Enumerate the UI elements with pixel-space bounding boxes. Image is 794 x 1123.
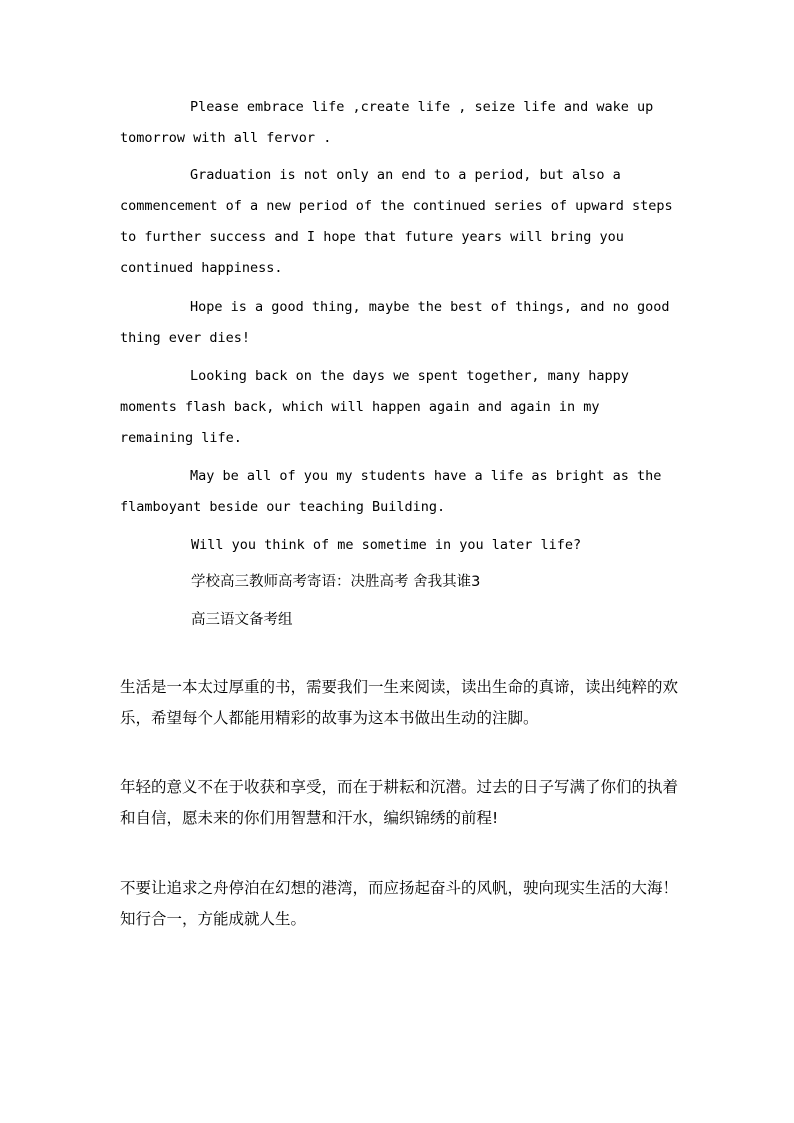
section-author: 高三语文备考组 [191, 612, 293, 628]
paragraph-en-1: Please embrace life ,create life , seize life and wake up tomorrow with all fervor . [120, 99, 654, 146]
paragraph-zh-3: 不要让追求之舟停泊在幻想的港湾，而应扬起奋斗的风帆，驶向现实生活的大海！知行合一，方能成就人生。 [120, 879, 679, 928]
paragraph-zh-1: 生活是一本太过厚重的书，需要我们一生来阅读，读出生命的真谛，读出纯粹的欢乐，希望每个人都能用精彩的故事为这本书做出生动的注脚。 [120, 678, 679, 727]
paragraph-zh-2: 年轻的意义不在于收获和享受，而在于耕耘和沉潜。过去的日子写满了你们的执着和自信，愿未来的你们用智慧和汗水，编织锦绣的前程! [120, 778, 679, 827]
section-title: 学校高三教师高考寄语：决胜高考 舍我其谁3 [191, 574, 481, 590]
paragraph-en-6: Will you think of me sometime in you later life? [191, 537, 582, 553]
paragraph-en-5: May be all of you my students have a life as bright as the flamboyant beside our teaching Building. [120, 468, 662, 515]
paragraph-en-4: Looking back on the days we spent together, many happy moments flash back, which will happen again and again in my remaining life. [120, 368, 629, 446]
paragraph-en-2: Graduation is not only an end to a period, but also a commencement of a new period of the continued series of upward steps to further success and I hope that future years will bring you continued happiness. [120, 167, 673, 276]
paragraph-en-3: Hope is a good thing, maybe the best of things, and no good thing ever dies! [120, 299, 670, 346]
